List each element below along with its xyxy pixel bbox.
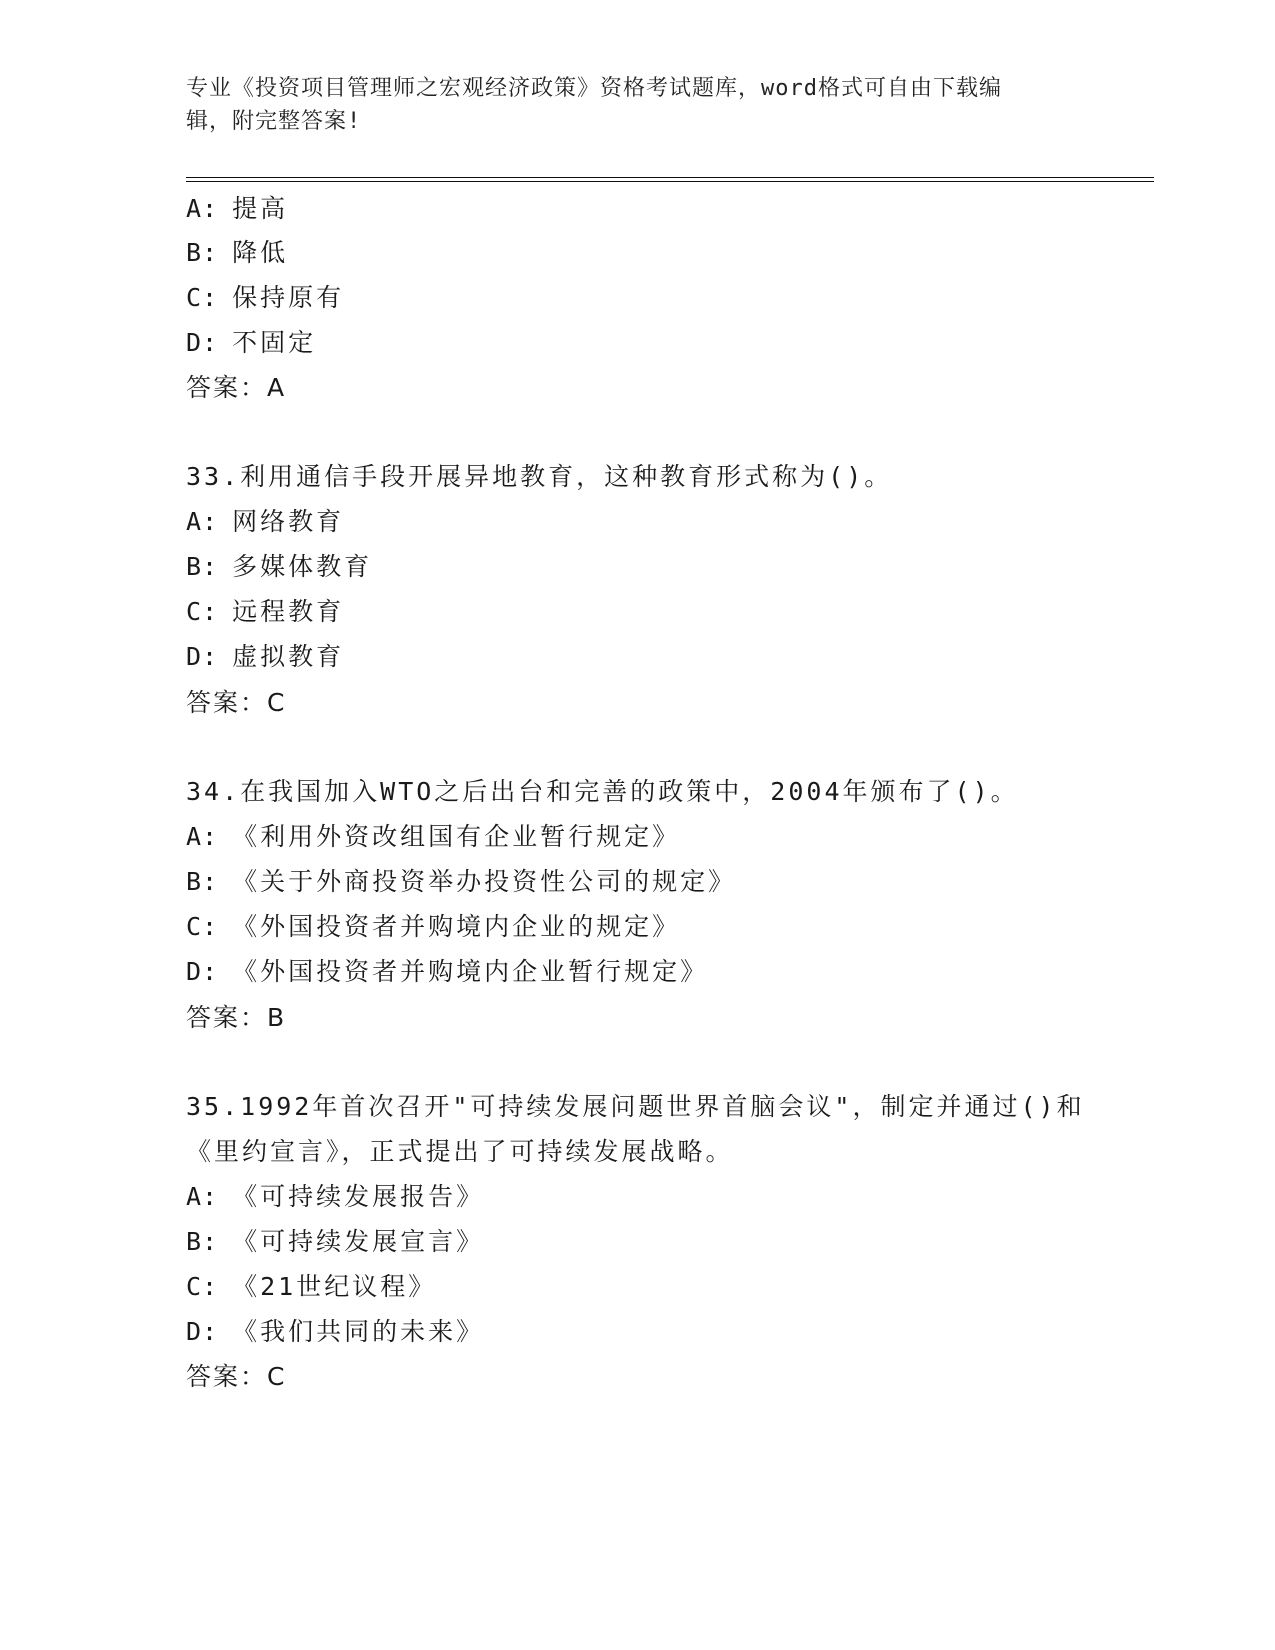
header-line-1: 专业《投资项目管理师之宏观经济政策》资格考试题库，word格式可自由下载编 (186, 76, 1002, 101)
option-text: 网络教育 (232, 507, 345, 536)
option-label: C: (186, 597, 219, 626)
option-text: 《可持续发展报告》 (232, 1182, 485, 1211)
q35-option-d (186, 1317, 484, 1347)
q35-option-b (186, 1227, 484, 1257)
q35-option-c (186, 1272, 436, 1302)
option-text: 提高 (232, 194, 289, 223)
q32-answer: 答案：A (186, 373, 287, 402)
option-label: B: (186, 238, 219, 267)
header-line-2: 辑，附完整答案! (186, 109, 362, 134)
option-text: 保持原有 (232, 283, 345, 312)
q34-option-d (186, 957, 708, 987)
q35-option-a (186, 1182, 484, 1212)
q35-stem-line-1: 35.1992年首次召开"可持续发展问题世界首脑会议"，制定并通过()和 (186, 1092, 1085, 1121)
q33-option-d (186, 642, 344, 672)
option-text: 远程教育 (232, 597, 345, 626)
q34-option-a (186, 822, 680, 852)
option-label: C: (186, 1272, 219, 1301)
option-text: 《我们共同的未来》 (232, 1317, 485, 1346)
option-text: 《外国投资者并购境内企业的规定》 (232, 912, 681, 941)
option-text: 降低 (232, 238, 289, 267)
option-label: B: (186, 552, 219, 581)
q33-option-b (186, 552, 372, 582)
option-text: 《外国投资者并购境内企业暂行规定》 (232, 957, 709, 986)
option-text: 《关于外商投资举办投资性公司的规定》 (232, 867, 737, 896)
header-divider-top (186, 177, 1154, 178)
q33-answer: 答案：C (186, 688, 287, 717)
option-label: D: (186, 1317, 219, 1346)
q35-stem-line-2: 《里约宣言》，正式提出了可持续发展战略。 (186, 1137, 734, 1166)
q34-answer: 答案：B (186, 1003, 287, 1032)
option-label: D: (186, 328, 219, 357)
q32-option-d (186, 328, 316, 358)
option-text: 《利用外资改组国有企业暂行规定》 (232, 822, 681, 851)
q32-option-a (186, 194, 288, 224)
option-text: 《可持续发展宣言》 (232, 1227, 485, 1256)
q32-option-c (186, 283, 344, 313)
option-text: 虚拟教育 (232, 642, 345, 671)
option-label: A: (186, 194, 219, 223)
q33-option-a (186, 507, 344, 537)
option-text: 多媒体教育 (232, 552, 373, 581)
header-divider-bottom (186, 181, 1154, 182)
option-label: A: (186, 1182, 219, 1211)
q32-option-b (186, 238, 288, 268)
q34-option-b (186, 867, 736, 897)
option-label: B: (186, 867, 219, 896)
document-header (186, 72, 1066, 138)
option-label: A: (186, 822, 219, 851)
q34-option-c (186, 912, 680, 942)
option-text: 《21世纪议程》 (232, 1272, 437, 1301)
option-label: C: (186, 283, 219, 312)
q35-answer: 答案：C (186, 1362, 287, 1391)
option-label: D: (186, 957, 219, 986)
option-text: 不固定 (232, 328, 317, 357)
q34-stem: 34.在我国加入WTO之后出台和完善的政策中，2004年颁布了()。 (186, 777, 1019, 806)
option-label: D: (186, 642, 219, 671)
q33-option-c (186, 597, 344, 627)
q33-stem: 33.利用通信手段开展异地教育，这种教育形式称为()。 (186, 462, 893, 491)
option-label: B: (186, 1227, 219, 1256)
option-label: A: (186, 507, 219, 536)
option-label: C: (186, 912, 219, 941)
